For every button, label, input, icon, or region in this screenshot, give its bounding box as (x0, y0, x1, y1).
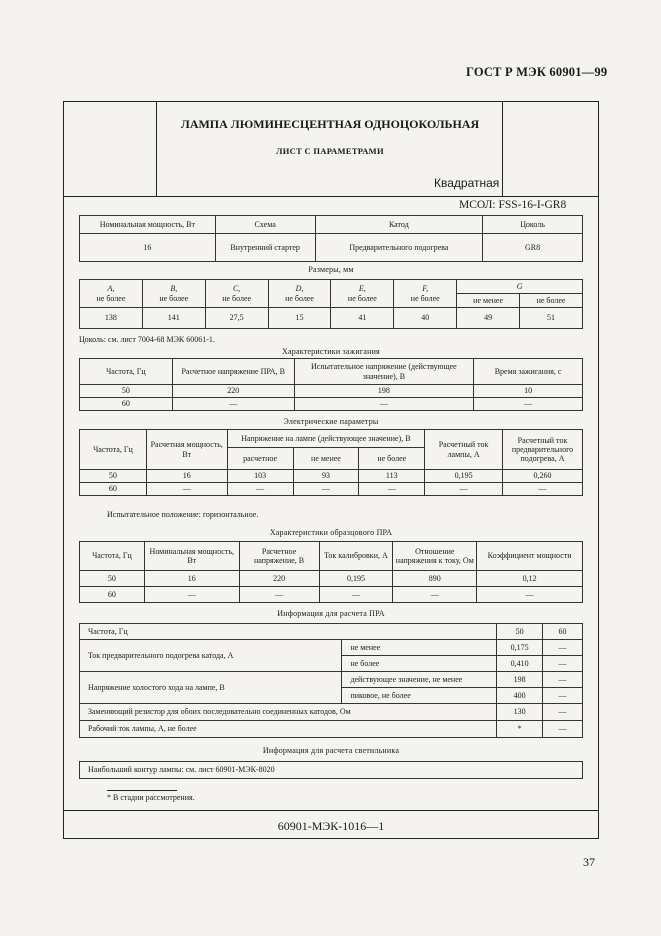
bal-cell: 890 (393, 571, 477, 587)
lamp-shape: Квадратная (434, 176, 500, 190)
info-freq-50: 50 (497, 624, 543, 640)
el-cell: 50 (80, 470, 147, 483)
cell-base: GR8 (483, 234, 583, 262)
info-freq-label: Частота, Гц (80, 624, 497, 640)
info-preheat-max-50: 0,410 (497, 656, 543, 672)
info-ocv-peak-60: — (543, 688, 583, 704)
bal-cell: — (144, 587, 239, 603)
el-header-voltage: Напряжение на лампе (действующее значение), В (227, 430, 425, 448)
dim-col-a: A, не более (80, 280, 143, 308)
dim-col-b: B, не более (142, 280, 205, 308)
info-preheat-label: Ток предварительного подогрева катода, А (80, 640, 342, 672)
cell-scheme: Внутренний стартер (215, 234, 315, 262)
el-header-freq: Частота, Гц (80, 430, 147, 470)
bal-cell: 50 (80, 571, 145, 587)
el-sub-max: не более (359, 448, 425, 470)
standard-number: ГОСТ Р МЭК 60901—99 (466, 65, 608, 79)
ign-header-ballast-voltage: Расчетное напряжение ПРА, В (172, 359, 294, 385)
info-preheat-min-60: — (543, 640, 583, 656)
dim-value: 41 (331, 308, 394, 329)
el-cell: 0,195 (425, 470, 503, 483)
luminaire-text: Наибольший контур лампы: см. лист 60901-МЭК-8020 (80, 762, 583, 779)
el-cell: — (359, 483, 425, 496)
ign-cell: 60 (80, 398, 173, 411)
info-ocv-rms-label: действующее значение, не менее (342, 672, 497, 688)
info-ocv-rms-60: — (543, 672, 583, 688)
dim-g-max: не более (520, 294, 583, 308)
sheet-code: 60901-МЭК-1016—1 (277, 819, 385, 833)
position-note: Испытательное положение: горизонтальное. (107, 510, 259, 519)
dim-value: 40 (394, 308, 457, 329)
bal-header-ratio: Отношение напряжения к току, Ом (393, 542, 477, 571)
dim-value: 141 (142, 308, 205, 329)
el-cell: — (146, 483, 227, 496)
info-table (79, 623, 583, 738)
ignition-title: Характеристики зажигания (282, 347, 380, 356)
el-cell: 16 (146, 470, 227, 483)
header-scheme: Схема (215, 216, 315, 234)
info-resistor-60: — (543, 704, 583, 721)
el-cell: 93 (293, 470, 359, 483)
dim-value: 15 (268, 308, 331, 329)
general-table (79, 215, 583, 262)
el-cell: — (503, 483, 583, 496)
footer-divider (63, 810, 599, 811)
dim-col-f: F, не более (394, 280, 457, 308)
el-cell: 0,260 (503, 470, 583, 483)
sheet-subtitle: ЛИСТ С ПАРАМЕТРАМИ (276, 146, 384, 156)
ign-cell: 220 (172, 385, 294, 398)
luminaire-title: Информация для расчета светильника (262, 746, 400, 755)
header-power: Номинальная мощность, Вт (80, 216, 216, 234)
ign-cell: 50 (80, 385, 173, 398)
el-cell: 60 (80, 483, 147, 496)
dim-value: 138 (80, 308, 143, 329)
cell-power: 16 (80, 234, 216, 262)
bal-cell: — (477, 587, 583, 603)
dim-col-g: G (457, 280, 583, 294)
dim-value: 51 (520, 308, 583, 329)
info-ocv-peak-50: 400 (497, 688, 543, 704)
info-current-60: — (543, 721, 583, 738)
cell-cathode: Предварительного подогрева (315, 234, 483, 262)
ign-cell: 10 (474, 385, 583, 398)
el-cell: — (227, 483, 293, 496)
ign-header-freq: Частота, Гц (80, 359, 173, 385)
info-title: Информация для расчета ПРА (277, 609, 385, 618)
dimensions-table (79, 279, 583, 329)
bal-header-power: Номинальная мощность, Вт (144, 542, 239, 571)
dim-col-c: C, не более (205, 280, 268, 308)
header-cathode: Катод (315, 216, 483, 234)
mcol-designation: МСОЛ: FSS-16-I-GR8 (459, 199, 567, 211)
info-freq-60: 60 (543, 624, 583, 640)
electric-title: Электрические параметры (283, 417, 379, 426)
ign-cell: — (294, 398, 474, 411)
el-cell: — (425, 483, 503, 496)
sheet-title: ЛАМПА ЛЮМИНЕСЦЕНТНАЯ ОДНОЦОКОЛЬНАЯ (180, 117, 480, 131)
header-base: Цоколь (483, 216, 583, 234)
header-divider (63, 196, 599, 197)
base-note: Цоколь: см. лист 7004-68 МЭК 60061-1. (79, 335, 215, 344)
dimensions-title: Размеры, мм (308, 265, 354, 274)
bal-cell: 220 (239, 571, 319, 587)
ignition-table (79, 358, 583, 411)
ign-cell: 198 (294, 385, 474, 398)
ign-cell: — (474, 398, 583, 411)
info-preheat-min-label: не менее (342, 640, 497, 656)
bal-header-voltage: Расчетное напряжение, В (239, 542, 319, 571)
el-cell: 113 (359, 470, 425, 483)
info-resistor-label: Заменяющий резистор для обоих последовательно соединенных катодов, Ом (80, 704, 497, 721)
el-sub-rated: расчетное (227, 448, 293, 470)
ign-header-test-voltage: Испытательное напряжение (действующее значение), В (294, 359, 474, 385)
el-cell: — (293, 483, 359, 496)
bal-cell: — (393, 587, 477, 603)
el-sub-min: не менее (293, 448, 359, 470)
dim-col-d: D, не более (268, 280, 331, 308)
footnote-separator (107, 790, 177, 791)
bal-cell: 16 (144, 571, 239, 587)
bal-cell: 0,195 (319, 571, 393, 587)
info-current-50: * (497, 721, 543, 738)
dim-g-min: не менее (457, 294, 520, 308)
info-preheat-min-50: 0,175 (497, 640, 543, 656)
footnote: * В стадии рассмотрения. (107, 793, 195, 802)
page-number: 37 (583, 855, 595, 869)
info-ocv-peak-label: пиковое, не более (342, 688, 497, 704)
ign-cell: — (172, 398, 294, 411)
dim-col-e: E, не более (331, 280, 394, 308)
bal-cell: — (319, 587, 393, 603)
header-right-divider (502, 101, 503, 197)
el-header-current: Расчетный ток лампы, А (425, 430, 503, 470)
info-resistor-50: 130 (497, 704, 543, 721)
bal-cell: 60 (80, 587, 145, 603)
ign-header-time: Время зажигания, с (474, 359, 583, 385)
luminaire-table (79, 761, 583, 779)
info-ocv-label: Напряжение холостого хода на лампе, В (80, 672, 342, 704)
info-ocv-rms-50: 198 (497, 672, 543, 688)
bal-header-freq: Частота, Гц (80, 542, 145, 571)
bal-cell: 0,12 (477, 571, 583, 587)
el-header-power: Расчетная мощность, Вт (146, 430, 227, 470)
ballast-title: Характеристики образцового ПРА (269, 528, 393, 537)
header-left-divider (156, 101, 157, 197)
electric-table (79, 429, 583, 496)
bal-header-calibration: Ток калибровки, А (319, 542, 393, 571)
ballast-table (79, 541, 583, 603)
dim-value: 27,5 (205, 308, 268, 329)
info-preheat-max-60: — (543, 656, 583, 672)
el-cell: 103 (227, 470, 293, 483)
bal-cell: — (239, 587, 319, 603)
info-current-label: Рабочий ток лампы, А, не более (80, 721, 497, 738)
el-header-preheat: Расчетный ток предварительного подогрева, А (503, 430, 583, 470)
info-preheat-max-label: не более (342, 656, 497, 672)
dim-value: 49 (457, 308, 520, 329)
bal-header-pf: Коэффициент мощности (477, 542, 583, 571)
